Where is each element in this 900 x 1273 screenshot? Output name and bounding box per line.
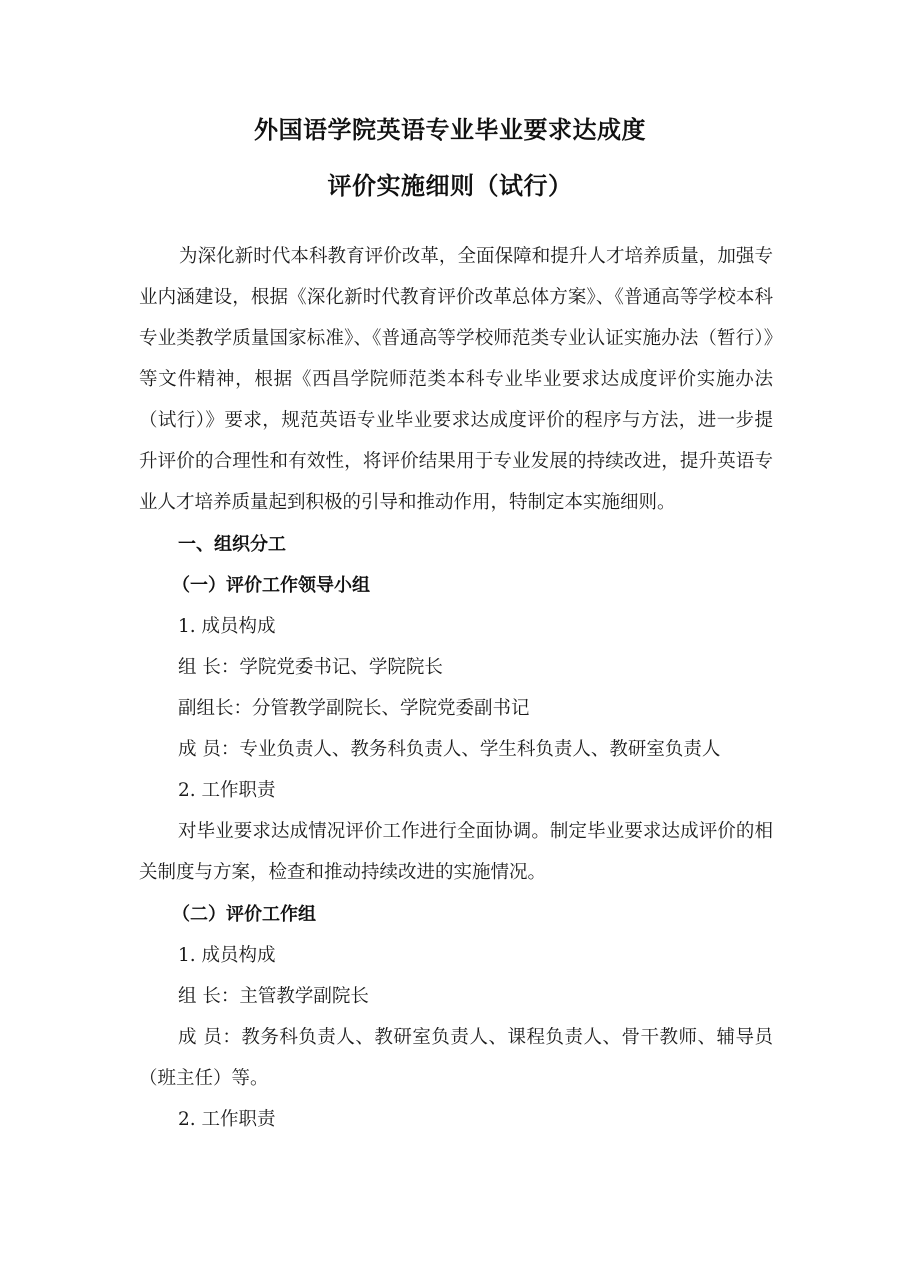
intro-paragraph: 为深化新时代本科教育评价改革，全面保障和提升人才培养质量，加强专业内涵建设，根据《深化新时代教育评价改革总体方案》、《普通高等学校本科专业类教学质量国家标准》、《普通高等学校师范类专业认证实施办法（暂行）》等文件精神，根据《西昌学院师范类本科专业毕业要求达成度评价实施办法（试行）》要求，规范英语专业毕业要求达成度评价的程序与方法，进一步提升评价的合理性和有效性，将评价结果用于专业发展的持续改进，提升英语专业人才培养质量起到积极的引导和推动作用，特制定本实施细则。 <box>139 246 773 513</box>
item-label-members: 1. 成员构成 <box>178 616 276 637</box>
document-title-line-2: 评价实施细则（试行） <box>327 172 573 200</box>
subsection-heading-evaluation-group: （二）评价工作组 <box>172 904 316 925</box>
members-paragraph-2: 成 员：教务科负责人、教研室负责人、课程负责人、骨干教师、辅导员（班主任）等。 <box>139 1027 773 1089</box>
subsection-heading-leadership-group: （一）评价工作领导小组 <box>172 575 370 596</box>
section-heading-organization: 一、组织分工 <box>178 534 286 555</box>
item-label-duties-2: 2. 工作职责 <box>178 1109 276 1130</box>
line-members: 成 员：专业负责人、教务科负责人、学生科负责人、教研室负责人 <box>178 739 721 760</box>
duties-paragraph: 对毕业要求达成情况评价工作进行全面协调。制定毕业要求达成评价的相关制度与方案，检查和推动持续改进的实施情况。 <box>139 821 773 883</box>
line-deputy-leader: 副组长：分管教学副院长、学院党委副书记 <box>178 698 530 719</box>
document-title-line-1: 外国语学院英语专业毕业要求达成度 <box>254 116 646 144</box>
item-label-members-2: 1. 成员构成 <box>178 945 276 966</box>
item-label-duties: 2. 工作职责 <box>178 780 276 801</box>
line-group-leader: 组 长：学院党委书记、学院院长 <box>178 657 443 678</box>
line-group-leader-2: 组 长：主管教学副院长 <box>178 986 369 1007</box>
